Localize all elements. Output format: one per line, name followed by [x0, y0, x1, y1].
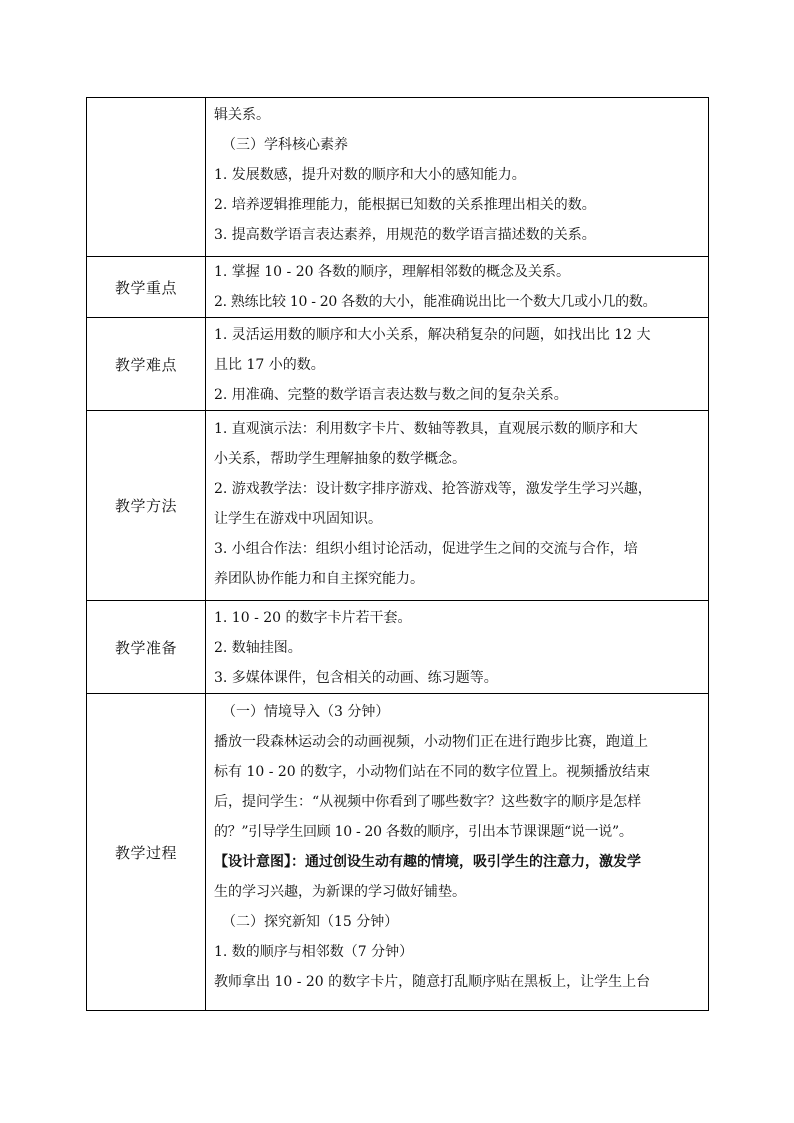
row-label [87, 98, 206, 257]
lesson-plan-table [86, 97, 709, 1011]
content-line: 1. 发展数感，提升对数的顺序和大小的感知能力。 [214, 167, 526, 183]
row-content [206, 318, 709, 411]
content-line: 3. 提高数学语言表达素养，用规范的数学语言描述数的关系。 [214, 227, 596, 243]
content-line: 小关系，帮助学生理解抽象的数学概念。 [214, 451, 466, 467]
row-content [206, 257, 709, 318]
design-intent-line: 【设计意图】：通过创设生动有趣的情境，吸引学生的注意力，激发学 [214, 854, 641, 870]
content-line: 2. 数轴挂图。 [214, 640, 302, 656]
content-line: 教师拿出 10 - 20 的数字卡片，随意打乱顺序贴在黑板上，让学生上台 [214, 974, 651, 990]
row-content [206, 601, 709, 694]
content-line: 1. 10 - 20 的数字卡片若干套。 [214, 610, 412, 626]
content-line: 3. 多媒体课件，包含相关的动画、练习题等。 [214, 670, 498, 686]
content-line: 2. 游戏教学法：设计数字排序游戏、抢答游戏等，激发学生学习兴趣， [214, 481, 652, 497]
content-line: 2. 熟练比较 10 - 20 各数的大小，能准确说出比一个数大几或小几的数。 [214, 294, 657, 310]
content-line: 后，提问学生：“从视频中你看到了哪些数字？这些数字的顺序是怎样 [214, 794, 642, 810]
row-label-preparation: 教学准备 [87, 601, 206, 694]
content-line: 标有 10 - 20 的数字，小动物们站在不同的数字位置上。视频播放结束 [214, 764, 651, 780]
content-line: 生的学习兴趣，为新课的学习做好铺垫。 [214, 884, 466, 900]
content-line: 让学生在游戏中巩固知识。 [214, 511, 382, 527]
content-line: 1. 灵活运用数的顺序和大小关系，解决稍复杂的问题，如找出比 12 大 [214, 327, 651, 343]
table-row-key-points [87, 257, 709, 318]
table-row-core-literacy [87, 98, 709, 257]
content-line: 1. 直观演示法：利用数字卡片、数轴等教具，直观展示数的顺序和大 [214, 421, 638, 437]
row-label-methods: 教学方法 [87, 411, 206, 601]
content-line: 养团队协作能力和自主探究能力。 [214, 571, 424, 587]
table-row-preparation [87, 601, 709, 694]
table-row-process [87, 694, 709, 1011]
content-line: 2. 用准确、完整的数学语言表达数与数之间的复杂关系。 [214, 387, 568, 403]
section-heading: （二）探究新知（15 分钟） [222, 914, 399, 930]
row-label-key-points: 教学重点 [87, 257, 206, 318]
content-line: 辑关系。 [214, 107, 270, 123]
row-content [206, 694, 709, 1011]
content-line: 3. 小组合作法：组织小组讨论活动，促进学生之间的交流与合作，培 [214, 541, 638, 557]
table-row-difficulties [87, 318, 709, 411]
row-content [206, 98, 709, 257]
section-heading: （一）情境导入（3 分钟） [222, 704, 390, 720]
table-row-methods [87, 411, 709, 601]
content-line: 播放一段森林运动会的动画视频，小动物们正在进行跑步比赛，跑道上 [214, 734, 648, 750]
content-line: 且比 17 小的数。 [214, 357, 325, 373]
row-content [206, 411, 709, 601]
content-line: 的？”引导学生回顾 10 - 20 各数的顺序，引出本节课课题“说一说”。 [214, 824, 633, 840]
section-heading: （三）学科核心素养 [222, 137, 348, 153]
content-line: 1. 数的顺序与相邻数（7 分钟） [214, 944, 414, 960]
content-line: 2. 培养逻辑推理能力，能根据已知数的关系推理出相关的数。 [214, 197, 596, 213]
content-line: 1. 掌握 10 - 20 各数的顺序，理解相邻数的概念及关系。 [214, 264, 570, 280]
row-label-difficulties: 教学难点 [87, 318, 206, 411]
row-label-process: 教学过程 [87, 694, 206, 1011]
